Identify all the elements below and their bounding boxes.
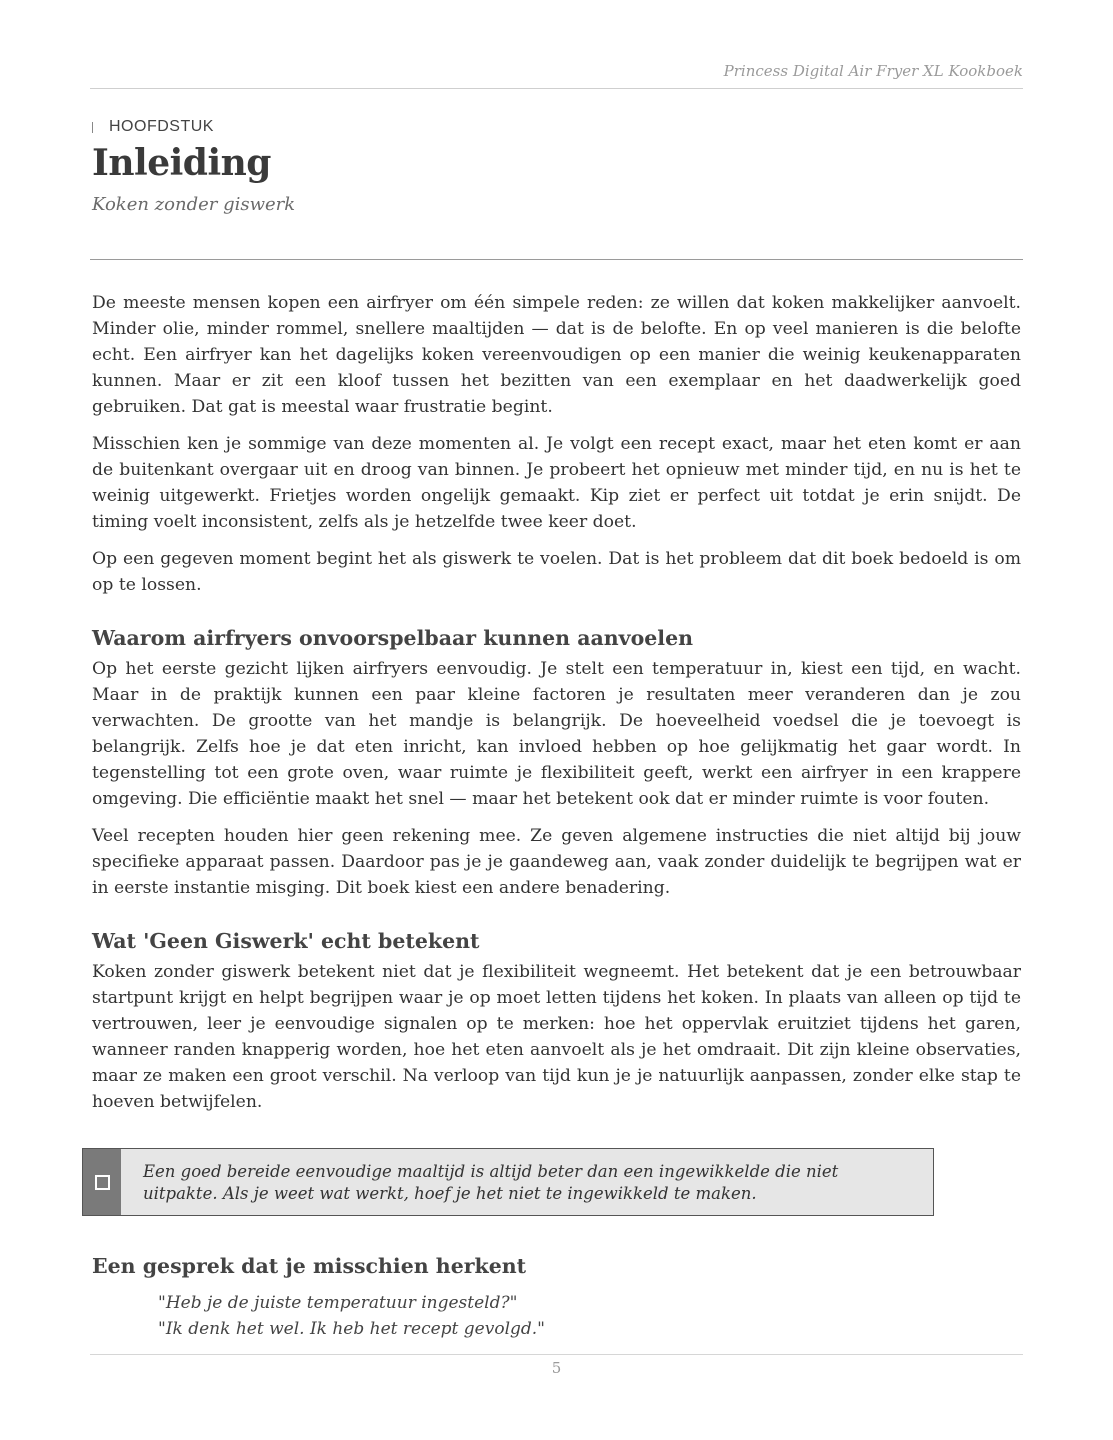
tip-callout	[82, 1148, 934, 1216]
chapter-label	[92, 118, 214, 136]
callout-text: Een goed bereide eenvoudige maaltijd is altijd beter dan een ingewikkelde die niet uitpakte. Als je weet wat werkt, hoef je het niet te ingewikkeld te maken.	[143, 1162, 839, 1203]
section-heading-conversation: Een gesprek dat je misschien herkent	[92, 1254, 527, 1278]
dialog-line-2: "Ik denk het wel. Ik heb het recept gevolgd."	[158, 1319, 545, 1339]
running-header: Princess Digital Air Fryer XL Kookboek	[90, 62, 1023, 89]
title-divider	[90, 259, 1023, 260]
intro-paragraph-3: Op een gegeven moment begint het als giswerk te voelen. Dat is het probleem dat dit boek bedoeld is om op te lossen.	[92, 549, 1021, 595]
section1-paragraph-1: Op het eerste gezicht lijken airfryers eenvoudig. Je stelt een temperatuur in, kiest een tijd, en wacht. Maar in de praktijk kunnen een paar kleine factoren je resultaten meer veranderen dan je zou verwachten. De grootte van het mandje is belangrijk. De hoeveelheid voedsel die je toevoegt is belangrijk. Zelfs hoe je dat eten inricht, kan invloed hebben op hoe gelijkmatig het gaar wordt. In tegenstelling tot een grote oven, waar ruimte je flexibiliteit geeft, werkt een airfryer in een krappere omgeving. Die efficiëntie maakt het snel — maar het betekent ook dat er minder ruimte is voor fouten.	[92, 659, 1021, 809]
dialog-quotes	[158, 1290, 545, 1342]
main-content	[92, 290, 1021, 1126]
callout-sidebar	[83, 1149, 121, 1215]
intro-paragraph-1: De meeste mensen kopen een airfryer om één simpele reden: ze willen dat koken makkelijker aanvoelt. Minder olie, minder rommel, snellere maaltijden — dat is de belofte. En op veel manieren is die belofte echt. Een airfryer kan het dagelijks koken vereenvoudigen op een manier die weinig keukenapparaten kunnen. Maar er zit een kloof tussen het bezitten van een exemplaar en het daadwerkelijk goed gebruiken. Dat gat is meestal waar frustratie begint.	[92, 293, 1021, 417]
chapter-label-text: HOOFDSTUK	[109, 118, 214, 135]
section-heading-unpredictable: Waarom airfryers onvoorspelbaar kunnen aanvoelen	[92, 626, 694, 650]
checkbox-icon	[95, 1175, 110, 1190]
section2-paragraph-1: Koken zonder giswerk betekent niet dat je flexibiliteit wegneemt. Het betekent dat je een betrouwbaar startpunt krijgt en helpt begrijpen waar je op moet letten tijdens het koken. In plaats van alleen op tijd te vertrouwen, leer je eenvoudige signalen op te merken: hoe het oppervlak eruitziet tijdens het garen, wanneer randen knapperig worden, hoe het eten aanvoelt als je het omdraait. Dit zijn kleine observaties, maar ze maken een groot verschil. Na verloop van tijd kun je je natuurlijk aanpassen, zonder elke stap te hoeven betwijfelen.	[92, 962, 1021, 1112]
page-number: 5	[551, 1359, 562, 1377]
chapter-title: Inleiding	[92, 142, 271, 184]
intro-paragraph-2: Misschien ken je sommige van deze momenten al. Je volgt een recept exact, maar het eten komt er aan de buitenkant overgaar uit en droog van binnen. Je probeert het opnieuw met minder tijd, en nu is het te weinig uitgewerkt. Frietjes worden ongelijk gemaakt. Kip ziet er perfect uit totdat je erin snijdt. De timing voelt inconsistent, zelfs als je hetzelfde twee keer doet.	[92, 434, 1021, 532]
section-heading-no-guesswork: Wat 'Geen Giswerk' echt betekent	[92, 929, 480, 953]
footer-divider	[90, 1354, 1023, 1355]
chapter-subtitle: Koken zonder giswerk	[92, 194, 296, 215]
dialog-line-1: "Heb je de juiste temperatuur ingesteld?"	[158, 1293, 518, 1313]
chapter-marker-bar	[92, 122, 93, 133]
section1-paragraph-2: Veel recepten houden hier geen rekening mee. Ze geven algemene instructies die niet altijd bij jouw specifieke apparaat passen. Daardoor pas je je gaandeweg aan, vaak zonder duidelijk te begrijpen wat er in eerste instantie misging. Dit boek kiest een andere benadering.	[92, 826, 1021, 898]
